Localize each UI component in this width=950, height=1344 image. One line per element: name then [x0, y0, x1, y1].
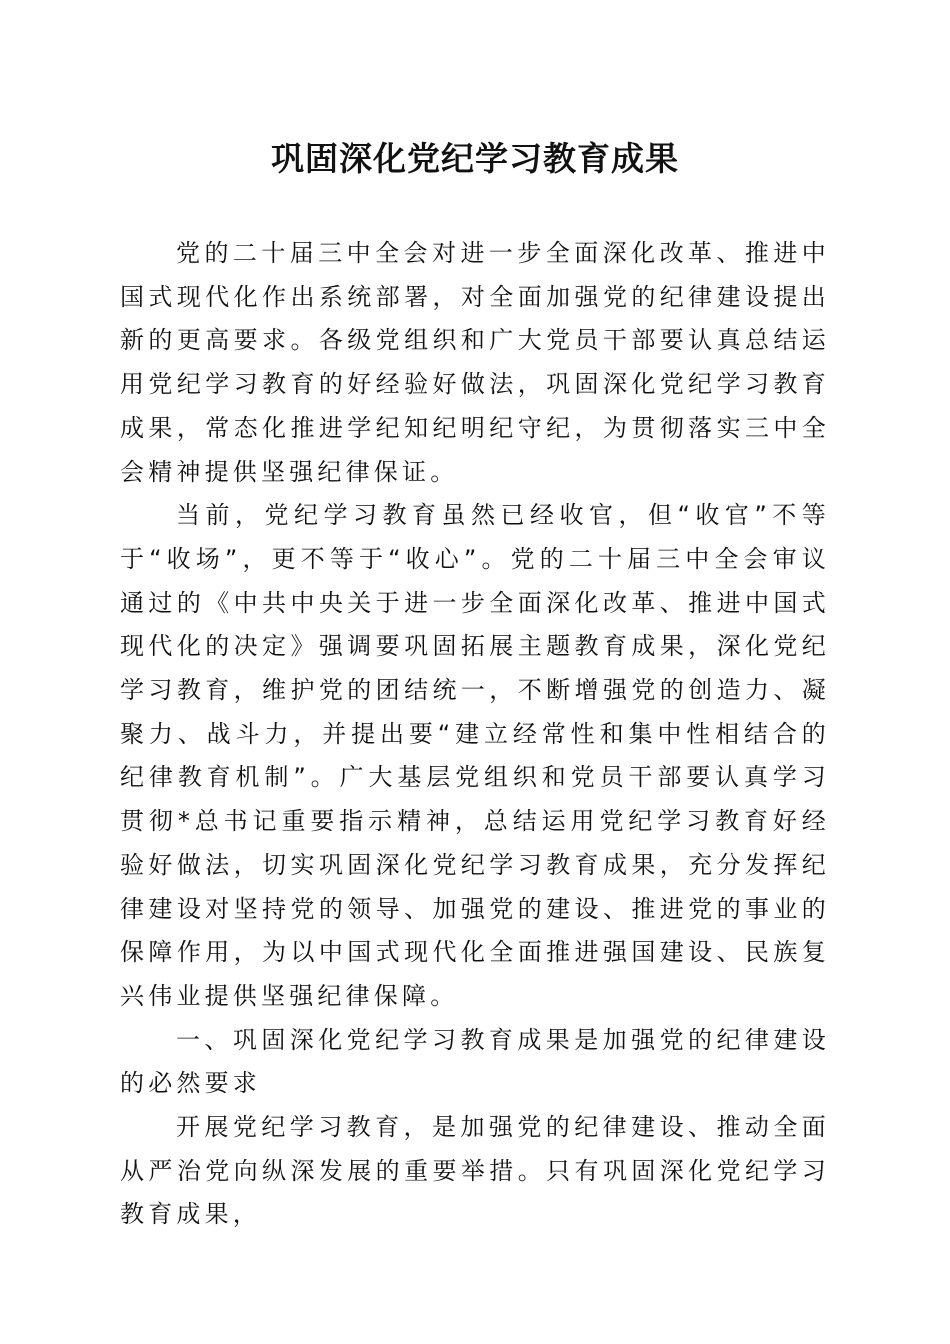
- paragraph-intro: 党的二十届三中全会对进一步全面深化改革、推进中国式现代化作出系统部署，对全面加强党的纪律建设提出新的更高要求。各级党组织和广大党员干部要认真总结运用党纪学习教育的好经验好做法，巩固深化党纪学习教育成果，常态化推进学纪知纪明纪守纪，为贯彻落实三中全会精神提供坚强纪律保证。: [120, 239, 830, 486]
- document-title: 巩固深化党纪学习教育成果: [271, 139, 679, 178]
- document-body: [120, 232, 830, 1237]
- section-heading-one: 一、巩固深化党纪学习教育成果是加强党的纪律建设的必然要求: [120, 1025, 830, 1098]
- paragraph-section-one: 开展党纪学习教育，是加强党的纪律建设、推动全面从严治党向纵深发展的重要举措。只有巩固深化党纪学习教育成果，: [120, 1113, 830, 1229]
- paragraph-current-situation: 当前，党纪学习教育虽然已经收官，但“收官”不等于“收场”，更不等于“收心”。党的二十届三中全会审议通过的《中共中央关于进一步全面深化改革、推进中国式现代化的决定》强调要巩固拓展主题教育成果，深化党纪学习教育，维护党的团结统一，不断增强党的创造力、凝聚力、战斗力，并提出要“建立经常性和集中性相结合的纪律教育机制”。广大基层党组织和党员干部要认真学习贯彻*总书记重要指示精神，总结运用党纪学习教育好经验好做法，切实巩固深化党纪学习教育成果，充分发挥纪律建设对坚持党的领导、加强党的建设、推进党的事业的保障作用，为以中国式现代化全面推进强国建设、民族复兴伟业提供坚强纪律保障。: [120, 501, 830, 1010]
